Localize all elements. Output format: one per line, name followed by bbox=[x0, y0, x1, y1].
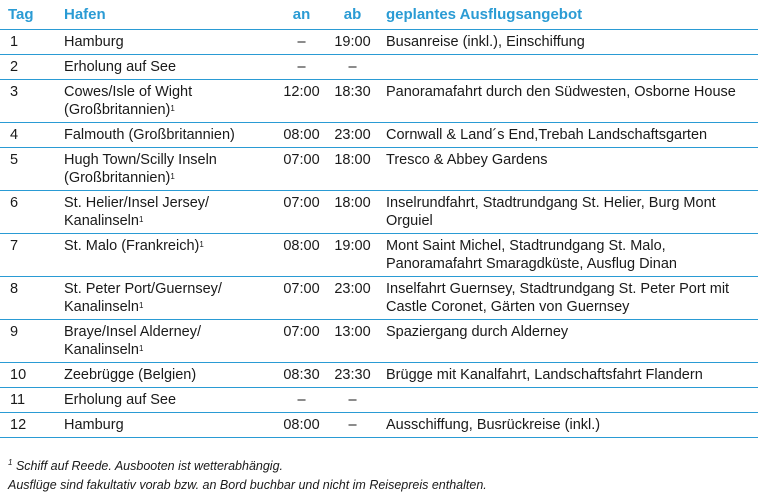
cell-hafen bbox=[56, 277, 276, 320]
table-row bbox=[0, 123, 758, 148]
table-row bbox=[0, 388, 758, 413]
cell-hafen bbox=[56, 234, 276, 277]
cell-an: 12:00 bbox=[276, 80, 327, 123]
cell-an: – bbox=[276, 388, 327, 413]
cell-ausflug: Cornwall & Land´s End,Trebah Landschaftsgarten bbox=[378, 123, 758, 148]
header-hafen: Hafen bbox=[64, 6, 106, 23]
table-row bbox=[0, 191, 758, 234]
cell-tag: 1 bbox=[0, 30, 56, 55]
cell-an: – bbox=[276, 30, 327, 55]
table-row bbox=[0, 55, 758, 80]
cell-ab: – bbox=[327, 55, 378, 80]
footnote-marker: 1 bbox=[199, 240, 204, 249]
cell-hafen-text: Cowes/Isle of Wight (Großbritannien) bbox=[64, 84, 193, 118]
cell-ab: 23:00 bbox=[327, 123, 378, 148]
cell-ausflug: Mont Saint Michel, Stadtrundgang St. Malo, Panoramafahrt Smaragdküste, Ausflug Dinan bbox=[378, 234, 758, 277]
cell-ab: – bbox=[327, 388, 378, 413]
cell-hafen-text: St. Peter Port/Guernsey/ Kanalinseln bbox=[64, 281, 222, 315]
table-row bbox=[0, 413, 758, 438]
cell-ausflug: Inselrundfahrt, Stadtrundgang St. Helier, Burg Mont Orguiel bbox=[378, 191, 758, 234]
header-an: an bbox=[292, 6, 311, 23]
table-row bbox=[0, 320, 758, 363]
footnote-1 bbox=[8, 459, 283, 473]
cell-hafen-text: Braye/Insel Alderney/ Kanalinseln bbox=[64, 324, 202, 358]
cell-ab: 18:00 bbox=[327, 191, 378, 234]
footnote-1-text: Schiff auf Reede. Ausbooten ist wetterabhängig. bbox=[15, 459, 284, 473]
table-header-row bbox=[0, 0, 758, 30]
cell-ausflug: Tresco & Abbey Gardens bbox=[378, 148, 758, 191]
cell-tag: 8 bbox=[0, 277, 56, 320]
cell-hafen bbox=[56, 320, 276, 363]
table-row bbox=[0, 234, 758, 277]
cell-an: 07:00 bbox=[276, 191, 327, 234]
cell-hafen-text: St. Helier/Insel Jersey/ Kanalinseln bbox=[64, 195, 210, 229]
cell-hafen: Zeebrügge (Belgien) bbox=[56, 363, 276, 388]
header-ab: ab bbox=[343, 6, 362, 23]
table-row bbox=[0, 363, 758, 388]
header-ausflug: geplantes Ausflugsangebot bbox=[386, 6, 583, 23]
footnote-2: Ausflüge sind fakultativ vorab bzw. an Bord buchbar und nicht im Reisepreis enthalten. bbox=[8, 478, 487, 492]
cell-ausflug: Brügge mit Kanalfahrt, Landschaftsfahrt Flandern bbox=[378, 363, 758, 388]
table-row bbox=[0, 277, 758, 320]
cell-tag: 6 bbox=[0, 191, 56, 234]
cell-tag: 4 bbox=[0, 123, 56, 148]
cell-an: 08:00 bbox=[276, 123, 327, 148]
footnote-marker: 1 bbox=[138, 215, 144, 224]
header-tag: Tag bbox=[8, 6, 34, 23]
cell-tag: 3 bbox=[0, 80, 56, 123]
cell-ab: 13:00 bbox=[327, 320, 378, 363]
footnote-marker: 1 bbox=[138, 344, 144, 353]
cell-ausflug: Spaziergang durch Alderney bbox=[378, 320, 758, 363]
cell-an: – bbox=[276, 55, 327, 80]
cell-an: 08:00 bbox=[276, 234, 327, 277]
cell-hafen: Erholung auf See bbox=[56, 388, 276, 413]
cell-ausflug: Ausschiffung, Busrückreise (inkl.) bbox=[378, 413, 758, 438]
footnote-marker: 1 bbox=[170, 104, 175, 113]
table-row bbox=[0, 30, 758, 55]
cell-hafen: Falmouth (Großbritannien) bbox=[56, 123, 276, 148]
cell-an: 08:00 bbox=[276, 413, 327, 438]
cell-tag: 5 bbox=[0, 148, 56, 191]
cell-ausflug bbox=[378, 388, 758, 413]
cell-ab: 18:30 bbox=[327, 80, 378, 123]
cell-hafen-text: St. Malo (Frankreich) bbox=[64, 238, 200, 254]
cell-ab: 19:00 bbox=[327, 30, 378, 55]
cell-tag: 11 bbox=[0, 388, 56, 413]
cell-an: 07:00 bbox=[276, 277, 327, 320]
cell-ab: 18:00 bbox=[327, 148, 378, 191]
cell-ausflug: Busanreise (inkl.), Einschiffung bbox=[378, 30, 758, 55]
table-row bbox=[0, 148, 758, 191]
cell-ausflug bbox=[378, 55, 758, 80]
cell-ab: 23:30 bbox=[327, 363, 378, 388]
cell-ausflug: Inselfahrt Guernsey, Stadtrundgang St. Peter Port mit Castle Coronet, Gärten von Guernsey bbox=[378, 277, 758, 320]
cell-tag: 2 bbox=[0, 55, 56, 80]
cell-an: 07:00 bbox=[276, 148, 327, 191]
cell-hafen-text: Hugh Town/Scilly Inseln (Großbritannien) bbox=[64, 152, 217, 186]
cell-ab: – bbox=[327, 413, 378, 438]
cell-an: 07:00 bbox=[276, 320, 327, 363]
footnote-marker: 1 bbox=[8, 458, 13, 467]
table-row bbox=[0, 80, 758, 123]
cell-hafen bbox=[56, 148, 276, 191]
cell-ausflug: Panoramafahrt durch den Südwesten, Osborne House bbox=[378, 80, 758, 123]
cell-ab: 19:00 bbox=[327, 234, 378, 277]
cell-tag: 9 bbox=[0, 320, 56, 363]
cell-hafen bbox=[56, 80, 276, 123]
cell-tag: 7 bbox=[0, 234, 56, 277]
footnote-marker: 1 bbox=[170, 172, 175, 181]
cell-hafen: Erholung auf See bbox=[56, 55, 276, 80]
cell-tag: 12 bbox=[0, 413, 56, 438]
cell-hafen: Hamburg bbox=[56, 30, 276, 55]
footnote-marker: 1 bbox=[138, 301, 144, 310]
cell-ab: 23:00 bbox=[327, 277, 378, 320]
cell-an: 08:30 bbox=[276, 363, 327, 388]
cell-hafen: Hamburg bbox=[56, 413, 276, 438]
cell-tag: 10 bbox=[0, 363, 56, 388]
cell-hafen bbox=[56, 191, 276, 234]
